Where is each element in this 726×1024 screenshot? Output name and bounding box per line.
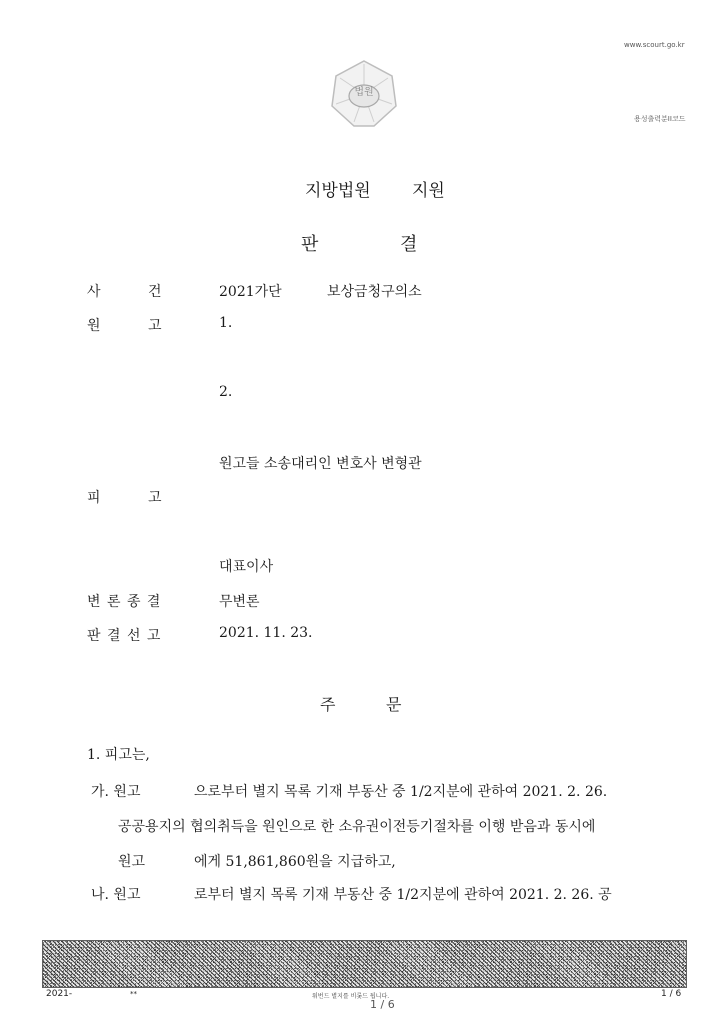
order-ga-line-2: 공공용지의 협의취득을 원인으로 한 소유권이전등기절차를 이행 받음과 동시에 — [118, 819, 596, 835]
court-branch: 지원 — [412, 181, 445, 201]
order-ga-line-1: 으로부터 별지 목록 기재 부동산 중 1/2지분에 관하여 2021. 2. 26. — [194, 784, 608, 800]
case-label-a: 사 — [87, 284, 101, 300]
hearing-value: 무변론 — [219, 594, 260, 610]
court-name: 지방법원 — [305, 181, 371, 201]
plaintiff-label-b: 고 — [148, 318, 162, 334]
footer-page-center: 1 / 6 — [370, 998, 395, 1011]
footer-page-number: 1 / 6 — [661, 989, 682, 999]
order-ga-line-3-label: 원고 — [118, 854, 146, 870]
case-number: 2021가단 — [219, 284, 282, 300]
order-ga-line-3: 에게 51,861,860원을 지급하고, — [194, 854, 396, 870]
issue-code: 용성출력분II코드 — [634, 115, 686, 123]
footer-case-number: 2021- — [46, 989, 73, 999]
defendant-label-a: 피 — [87, 490, 101, 506]
judgment-title-right: 결 — [400, 234, 418, 255]
judgment-title-left: 판 — [301, 234, 319, 255]
plaintiff-attorney: 원고들 소송대리인 변호사 변형관 — [219, 456, 422, 472]
court-url: www.scourt.go.kr — [624, 41, 685, 49]
order-ga-label: 가. 원고 — [91, 784, 141, 800]
security-pattern — [42, 940, 687, 988]
defendant-label-b: 고 — [148, 490, 162, 506]
hearing-label: 변 론 종 결 — [87, 594, 162, 610]
order-na-label: 나. 원고 — [91, 887, 141, 903]
sentence-date: 2021. 11. 23. — [219, 625, 313, 641]
plaintiff-item-2: 2. — [219, 384, 233, 400]
order-title-right: 문 — [386, 695, 402, 714]
plaintiff-item-1: 1. — [219, 315, 233, 331]
footer-notice: 워번드 별지를 비롯드 됩니다. — [312, 993, 390, 1000]
defendant-representative: 대표이사 — [219, 559, 274, 575]
plaintiff-label-a: 원 — [87, 318, 101, 334]
case-name: 보상금청구의소 — [327, 284, 422, 300]
order-na-line-1: 로부터 별지 목록 기재 부동산 중 1/2지분에 관하여 2021. 2. 26. 공 — [194, 887, 612, 903]
sentence-label: 판 결 선 고 — [87, 628, 162, 644]
order-item-1: 1. 피고는, — [87, 747, 150, 763]
footer-mark: ** — [130, 990, 137, 998]
seal-text: 법원 — [354, 87, 374, 98]
case-label-b: 건 — [148, 284, 162, 300]
order-title-left: 주 — [320, 695, 336, 714]
